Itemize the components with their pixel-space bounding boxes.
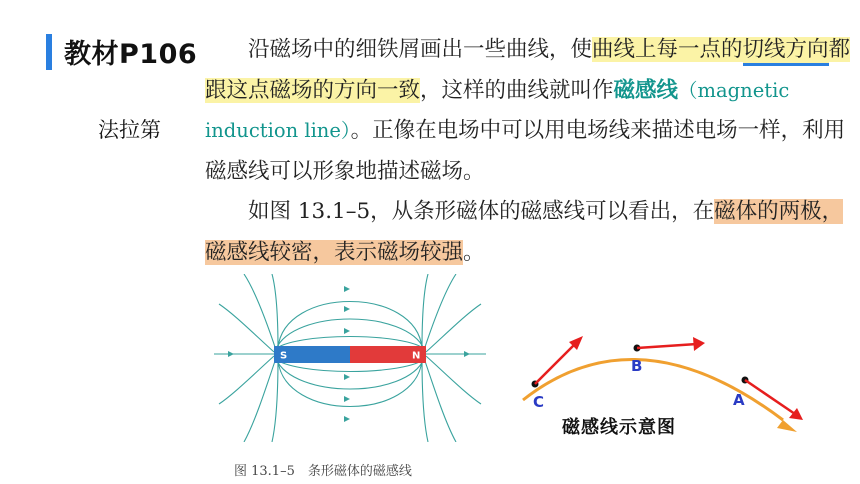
label-b: B (631, 357, 643, 375)
side-label: 法拉第 (98, 118, 161, 142)
p2-text-2: 。 (463, 239, 485, 265)
highlight-direction: 都跟这点磁场的方向一致 (205, 37, 851, 103)
south-pole-label: S (280, 350, 288, 362)
page-title: 教材P106 (64, 39, 198, 70)
p1-text-3: 。正像在电场中可以用电场线来描述电场一样，利用磁感线可以形象地描述磁场。 (205, 118, 846, 184)
highlight-tangent: 切线方向 (743, 37, 829, 66)
term-english: （magnetic induction line） (205, 78, 790, 142)
tangent-arrowhead-b (693, 337, 705, 351)
label-a: A (733, 391, 745, 409)
tangent-arrowhead-a (789, 408, 803, 420)
paragraph-2 (205, 192, 853, 273)
tangent-arrow-b (637, 344, 697, 348)
term-magnetic-line: 磁感线 (613, 77, 679, 103)
accent-bar (46, 34, 52, 70)
north-pole-label: N (412, 350, 421, 362)
paragraph-1 (205, 30, 853, 192)
p1-text-2: ，这样的曲线就叫作 (420, 77, 614, 103)
label-c: C (533, 393, 545, 411)
field-curve (523, 360, 783, 421)
textbook-excerpt (205, 30, 853, 273)
highlight-curve: 曲线上每一点的 (592, 37, 743, 62)
p1-text-1: 沿磁场中的细铁屑画出一些曲线，使 (248, 37, 593, 62)
figure-caption: 图 13.1–5 条形磁体的磁感线 (234, 464, 412, 479)
highlight-poles: 磁体的两极，磁感线较密，表示磁场较强 (205, 199, 844, 265)
bar-magnet-figure (214, 274, 486, 442)
curve-arrowhead (777, 420, 797, 432)
diagram-title: 磁感线示意图 (562, 417, 676, 438)
p2-text-1: 如图 13.1–5，从条形磁体的磁感线可以看出，在 (248, 199, 715, 224)
